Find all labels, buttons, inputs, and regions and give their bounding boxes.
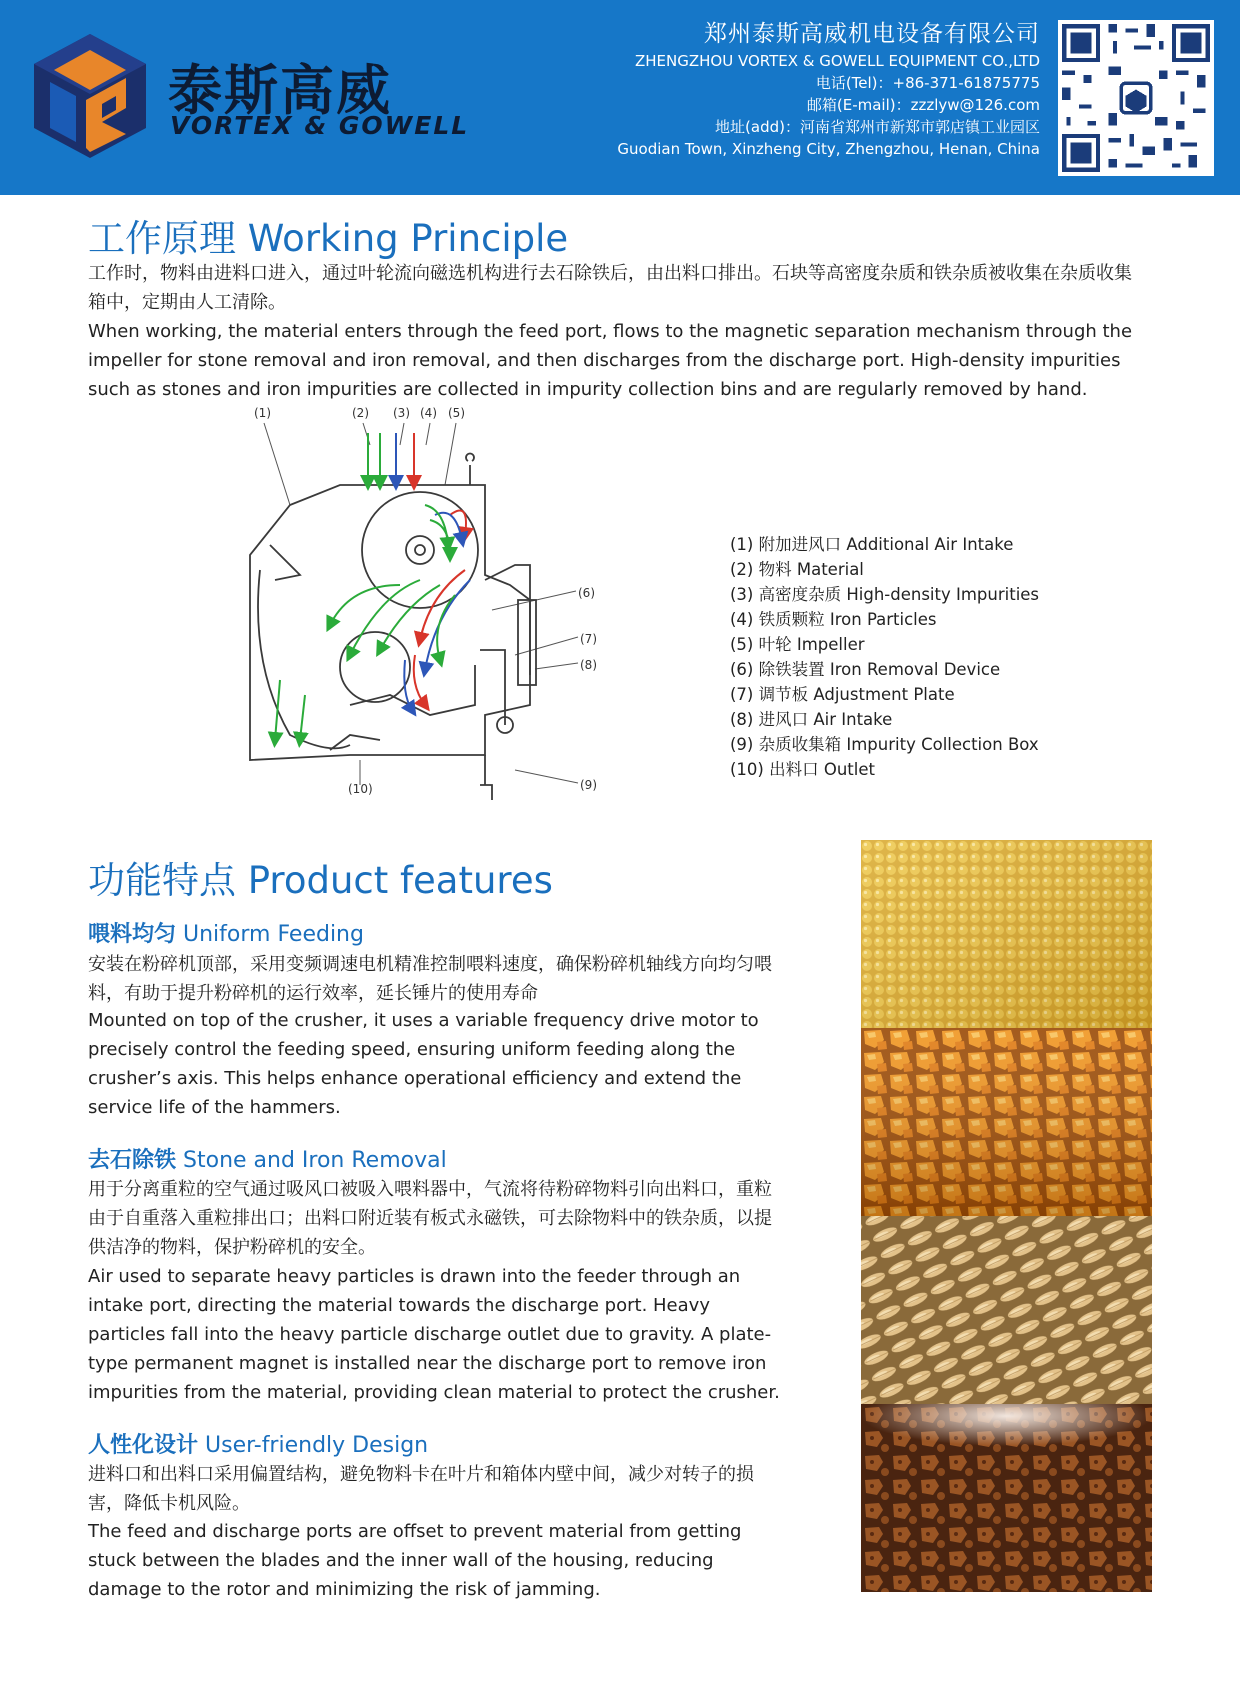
company-name-cn: 郑州泰斯高威机电设备有限公司: [704, 21, 1040, 47]
barley-image: [861, 1216, 1152, 1404]
feature-para-en: Mounted on top of the crusher, it uses a variable frequency drive motor to precisely control the feeding speed, ensuring uniform feeding along the crusher’s axis. This helps enhance operational efficiency and extend the service life of the hammers.: [88, 1010, 759, 1118]
working-principle-title: 工作原理 Working Principle: [88, 217, 569, 260]
feature-title-uniform-feeding: [88, 917, 364, 948]
brand-name-en: VORTEX & GOWELL: [170, 111, 470, 140]
working-principle-cn: 工作时，物料由进料口进入，通过叶轮流向磁选机构进行去石除铁后，由出料口排出。石块等高密度杂质和铁杂质被收集在杂质收集箱中，定期由人工清除。: [88, 263, 1132, 313]
diagram-legend: [730, 532, 1150, 782]
legend-item: (8) 进风口 Air Intake: [730, 710, 893, 729]
product-features-title: 功能特点 Product features: [88, 859, 553, 902]
legend-item: (9) 杂质收集箱 Impurity Collection Box: [730, 735, 1039, 754]
legend-item: (3) 高密度杂质 High-density Impurities: [730, 585, 1040, 604]
legend-item: (1) 附加进风口 Additional Air Intake: [730, 535, 1014, 554]
feature-para-cn: 安装在粉碎机顶部，采用变频调速电机精准控制喂料速度，确保粉碎机轴线方向均匀喂料，有助于提升粉碎机的运行效率，延长锤片的使用寿命: [88, 954, 772, 1004]
working-principle-diagram: [230, 405, 610, 805]
millet-image: [861, 840, 1152, 1028]
page-header: [0, 0, 1240, 195]
callout-4: (4): [420, 406, 437, 420]
feature-title-en: Uniform Feeding: [183, 922, 364, 947]
legend-item: (6) 除铁装置 Iron Removal Device: [730, 660, 1001, 679]
feature-title-cn: 人性化设计: [88, 1433, 199, 1458]
callout-2: (2): [352, 406, 369, 420]
legend-item: (2) 物料 Material: [730, 560, 864, 579]
callout-8: (8): [580, 658, 597, 672]
company-address-cn: 地址(add)：河南省郑州市新郑市郭店镇工业园区: [715, 118, 1040, 136]
callout-9: (9): [580, 778, 597, 792]
pet-food-image: [861, 1404, 1152, 1592]
legend-item: (10) 出料口 Outlet: [730, 760, 875, 779]
callout-7: (7): [580, 632, 597, 646]
feature-title-cn: 喂料均匀: [88, 922, 177, 947]
feature-para-cn: 进料口和出料口采用偏置结构，避免物料卡在叶片和箱体内壁中间，减少对转子的损害，降低卡机风险。: [88, 1464, 754, 1514]
legend-item: (7) 调节板 Adjustment Plate: [730, 685, 955, 704]
callout-3: (3): [393, 406, 410, 420]
feature-para-en: Air used to separate heavy particles is drawn into the feeder through an intake port, directing the material towards the discharge port. Heavy particles fall into the heavy particle discharge outlet due to gravity. A plate-type permanent magnet is installed near the discharge port to remove iron impurities from the material, providing clean material to protect the crusher.: [88, 1266, 780, 1403]
working-principle-en: When working, the material enters through the feed port, flows to the magnetic separation mechanism through the impeller for stone removal and iron removal, and then discharges from the discharge port. High-density impurities such as stones and iron impurities are collected in impurity collection bins and are regularly removed by hand.: [88, 321, 1133, 400]
callout-1: (1): [254, 406, 271, 420]
company-logo: [28, 30, 152, 162]
feature-title-stone-iron-removal: [88, 1143, 447, 1174]
company-email: 邮箱(E-mail)：zzzlyw@126.com: [806, 96, 1040, 114]
feature-para-en: The feed and discharge ports are offset to prevent material from getting stuck between the blades and the inner wall of the housing, reducing damage to the rotor and minimizing the risk of jamming.: [88, 1521, 742, 1600]
company-info: [617, 18, 1040, 160]
callout-6: (6): [578, 586, 595, 600]
company-tel: 电话(Tel)：+86-371-61875775: [815, 74, 1040, 92]
feature-title-cn: 去石除铁: [88, 1148, 177, 1173]
feature-title-user-friendly-design: [88, 1428, 428, 1459]
feature-title-en: Stone and Iron Removal: [183, 1148, 447, 1173]
feature-para-cn: 用于分离重粒的空气通过吸风口被吸入喂料器中，气流将待粉碎物料引向出料口，重粒由于自重落入重粒排出口；出料口附近装有板式永磁铁，可去除物料中的铁杂质，以提供洁净的物料，保护粉碎机的安全。: [88, 1179, 772, 1258]
callout-5: (5): [448, 406, 465, 420]
legend-item: (5) 叶轮 Impeller: [730, 635, 865, 654]
callout-10: (10): [348, 782, 373, 796]
feature-title-en: User-friendly Design: [205, 1433, 429, 1458]
company-address-en: Guodian Town, Xinzheng City, Zhengzhou, Henan, China: [617, 140, 1040, 158]
brand-name-cn: 泰斯高威: [168, 59, 392, 122]
qr-code: [1058, 20, 1214, 176]
corn-image: [861, 1028, 1152, 1216]
legend-item: (4) 铁质颗粒 Iron Particles: [730, 610, 937, 629]
company-name-en: ZHENGZHOU VORTEX & GOWELL EQUIPMENT CO.,LTD: [634, 52, 1040, 70]
